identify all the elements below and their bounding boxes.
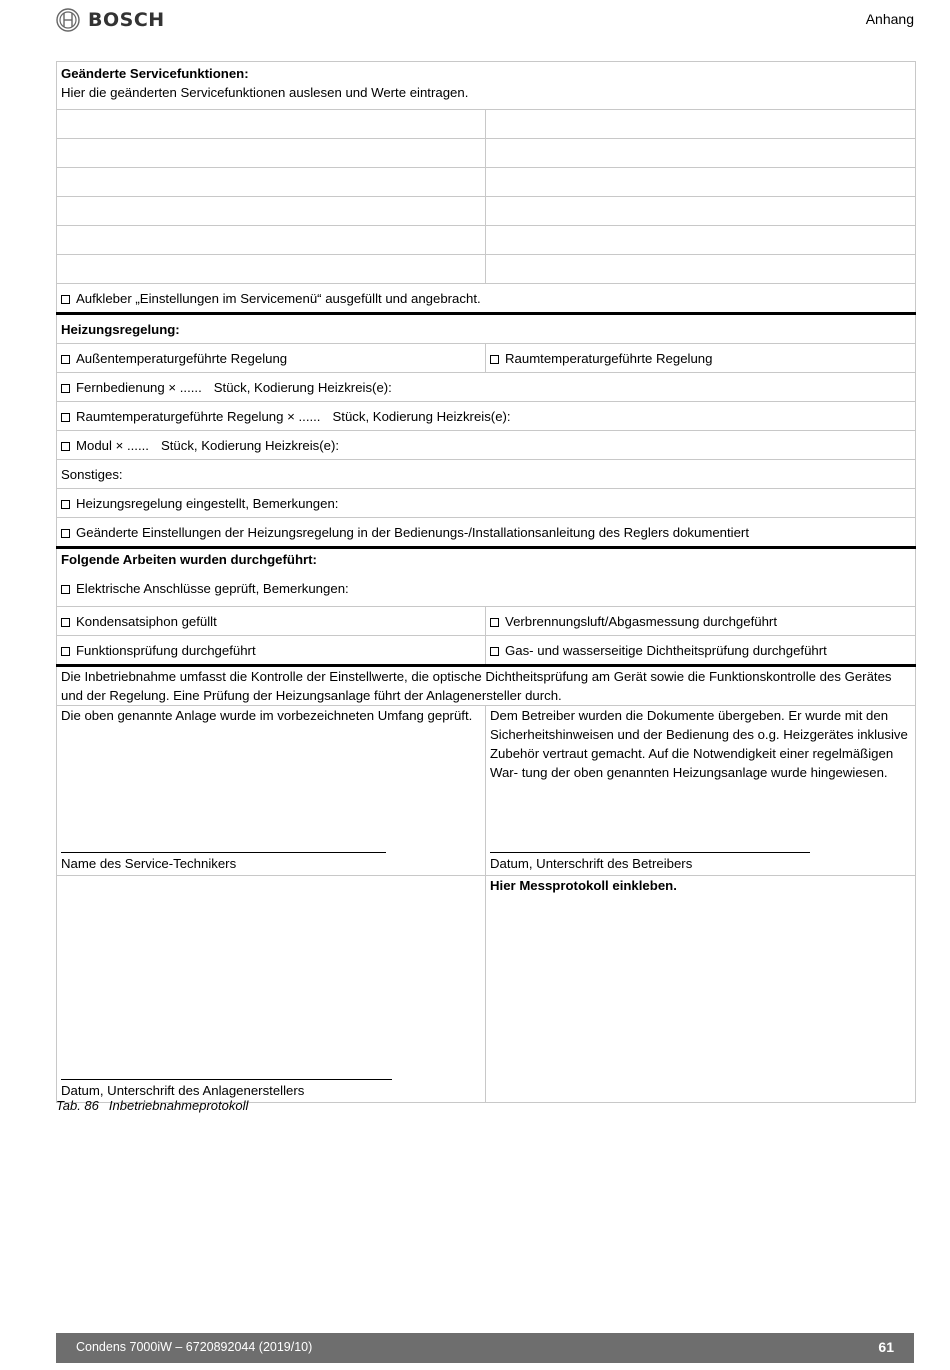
function-test-label: Funktionsprüfung durchgeführt <box>76 642 256 658</box>
table-caption-text: Inbetriebnahmeprotokoll <box>108 1098 249 1113</box>
signature-row <box>57 706 916 876</box>
service-entry-cell[interactable] <box>57 168 486 197</box>
bosch-armature-icon <box>56 8 80 32</box>
control-type-row <box>57 344 916 373</box>
remote-coding-label: Stück, Kodierung Heizkreis(e): <box>213 379 392 395</box>
checkbox[interactable] <box>61 442 70 451</box>
remote-row <box>57 373 916 402</box>
technician-signature-line[interactable] <box>61 852 386 853</box>
service-value-cell[interactable] <box>486 255 916 284</box>
sticker-row <box>57 284 916 314</box>
installer-row <box>57 876 916 1103</box>
brand-name: BOSCH <box>88 9 165 31</box>
electrical-label: Elektrische Anschlüsse geprüft, Bemerkungen: <box>76 581 349 596</box>
service-value-cell[interactable] <box>486 168 916 197</box>
service-entry-cell[interactable] <box>57 110 486 139</box>
checkbox[interactable] <box>61 355 70 364</box>
work-done-title: Folgende Arbeiten wurden durchgeführt: <box>61 552 317 567</box>
installer-signature-label: Datum, Unterschrift des Anlagenerstellers <box>61 1083 305 1098</box>
installer-signature-line[interactable] <box>61 1079 392 1080</box>
page-header <box>56 8 914 36</box>
module-row <box>57 431 916 460</box>
sticker-label: Aufkleber „Einstellungen im Servicemenü“ ausgefüllt und angebracht. <box>76 290 481 306</box>
service-title-row <box>57 62 916 110</box>
leak-test-label: Gas- und wasserseitige Dichtheitsprüfung durchgeführt <box>505 642 827 658</box>
operator-signature-line[interactable] <box>490 852 810 853</box>
documented-label: Geänderte Einstellungen der Heizungsregelung in der Bedienungs-/Installationsanleitung des Reglers dokumentiert <box>76 524 749 540</box>
service-value-cell[interactable] <box>486 226 916 255</box>
other-label: Sonstiges: <box>57 460 916 489</box>
module-coding-label: Stück, Kodierung Heizkreis(e): <box>160 437 340 453</box>
checkbox[interactable] <box>61 647 70 656</box>
documented-row <box>57 518 916 548</box>
checkbox[interactable] <box>61 413 70 422</box>
page-footer <box>56 1333 914 1363</box>
control-set-label: Heizungsregelung eingestellt, Bemerkungen: <box>76 495 339 511</box>
footer-document-id: Condens 7000iW – 6720892044 (2019/10) <box>76 1340 313 1354</box>
service-functions-instruction: Hier die geänderten Servicefunktionen auslesen und Werte eintragen. <box>61 85 469 100</box>
service-value-cell[interactable] <box>486 110 916 139</box>
service-entry-row <box>57 139 916 168</box>
heating-control-title: Heizungsregelung: <box>57 314 916 344</box>
remote-count-label: Fernbedienung × ...... <box>76 379 202 395</box>
outdoor-control-label: Außentemperaturgeführte Regelung <box>76 350 288 366</box>
technician-signature-label: Name des Service-Technikers <box>61 856 237 871</box>
handover-statement: Dem Betreiber wurden die Dokumente übergeben. Er wurde mit den Sicherheitshinweisen und der Bedienung des o.g. Heizgerätes inklusive Zubehör vertraut gemacht. Auf die Notwendigkeit einer regelmäßigen War- tung der oben genannten Heizungsanlage wurde hingewiesen. <box>490 708 908 780</box>
service-entry-row <box>57 110 916 139</box>
heating-title-row <box>57 314 916 344</box>
other-row <box>57 460 916 489</box>
checkbox[interactable] <box>61 295 70 304</box>
flue-gas-label: Verbrennungsluft/Abgasmessung durchgeführt <box>505 613 777 629</box>
service-entry-row <box>57 168 916 197</box>
service-entry-row <box>57 197 916 226</box>
service-functions-title: Geänderte Servicefunktionen: <box>61 66 249 81</box>
room-controller-coding-label: Stück, Kodierung Heizkreis(e): <box>332 408 511 424</box>
bosch-logo <box>56 8 165 32</box>
checkbox[interactable] <box>61 384 70 393</box>
siphon-row <box>57 607 916 636</box>
service-entry-cell[interactable] <box>57 226 486 255</box>
table-caption <box>56 1098 248 1113</box>
statement-row <box>57 666 916 706</box>
service-entry-row <box>57 226 916 255</box>
function-row <box>57 636 916 666</box>
checkbox[interactable] <box>490 618 499 627</box>
work-title-row <box>57 548 916 607</box>
table-number: Tab. 86 <box>56 1098 99 1113</box>
commissioning-protocol-table <box>56 61 916 1103</box>
service-entry-cell[interactable] <box>57 255 486 284</box>
service-value-cell[interactable] <box>486 139 916 168</box>
section-title: Anhang <box>865 11 914 27</box>
control-set-row <box>57 489 916 518</box>
checkbox[interactable] <box>490 647 499 656</box>
checkbox[interactable] <box>61 618 70 627</box>
commissioning-statement: Die Inbetriebnahme umfasst die Kontrolle der Einstellwerte, die optische Dichtheitsprüfung am Gerät sowie die Funktionskontrolle des Gerätes und der Regelung. Eine Prüfung der Heizungsanlage führt der Anlagenersteller durch. <box>57 666 916 706</box>
room-control-label: Raumtemperaturgeführte Regelung <box>505 350 713 366</box>
measurement-protocol-note: Hier Messprotokoll einkleben. <box>490 878 677 893</box>
service-entry-row <box>57 255 916 284</box>
module-count-label: Modul × ...... <box>76 437 149 453</box>
checked-statement: Die oben genannte Anlage wurde im vorbezeichneten Umfang geprüft. <box>61 708 473 723</box>
checkbox[interactable] <box>61 585 70 594</box>
service-entry-cell[interactable] <box>57 197 486 226</box>
siphon-label: Kondensatsiphon gefüllt <box>76 613 217 629</box>
page-number: 61 <box>878 1339 894 1355</box>
operator-signature-label: Datum, Unterschrift des Betreibers <box>490 856 693 871</box>
room-controller-count-label: Raumtemperaturgeführte Regelung × ...... <box>76 408 321 424</box>
checkbox[interactable] <box>61 529 70 538</box>
checkbox[interactable] <box>490 355 499 364</box>
service-entry-cell[interactable] <box>57 139 486 168</box>
service-value-cell[interactable] <box>486 197 916 226</box>
room-controller-row <box>57 402 916 431</box>
checkbox[interactable] <box>61 500 70 509</box>
